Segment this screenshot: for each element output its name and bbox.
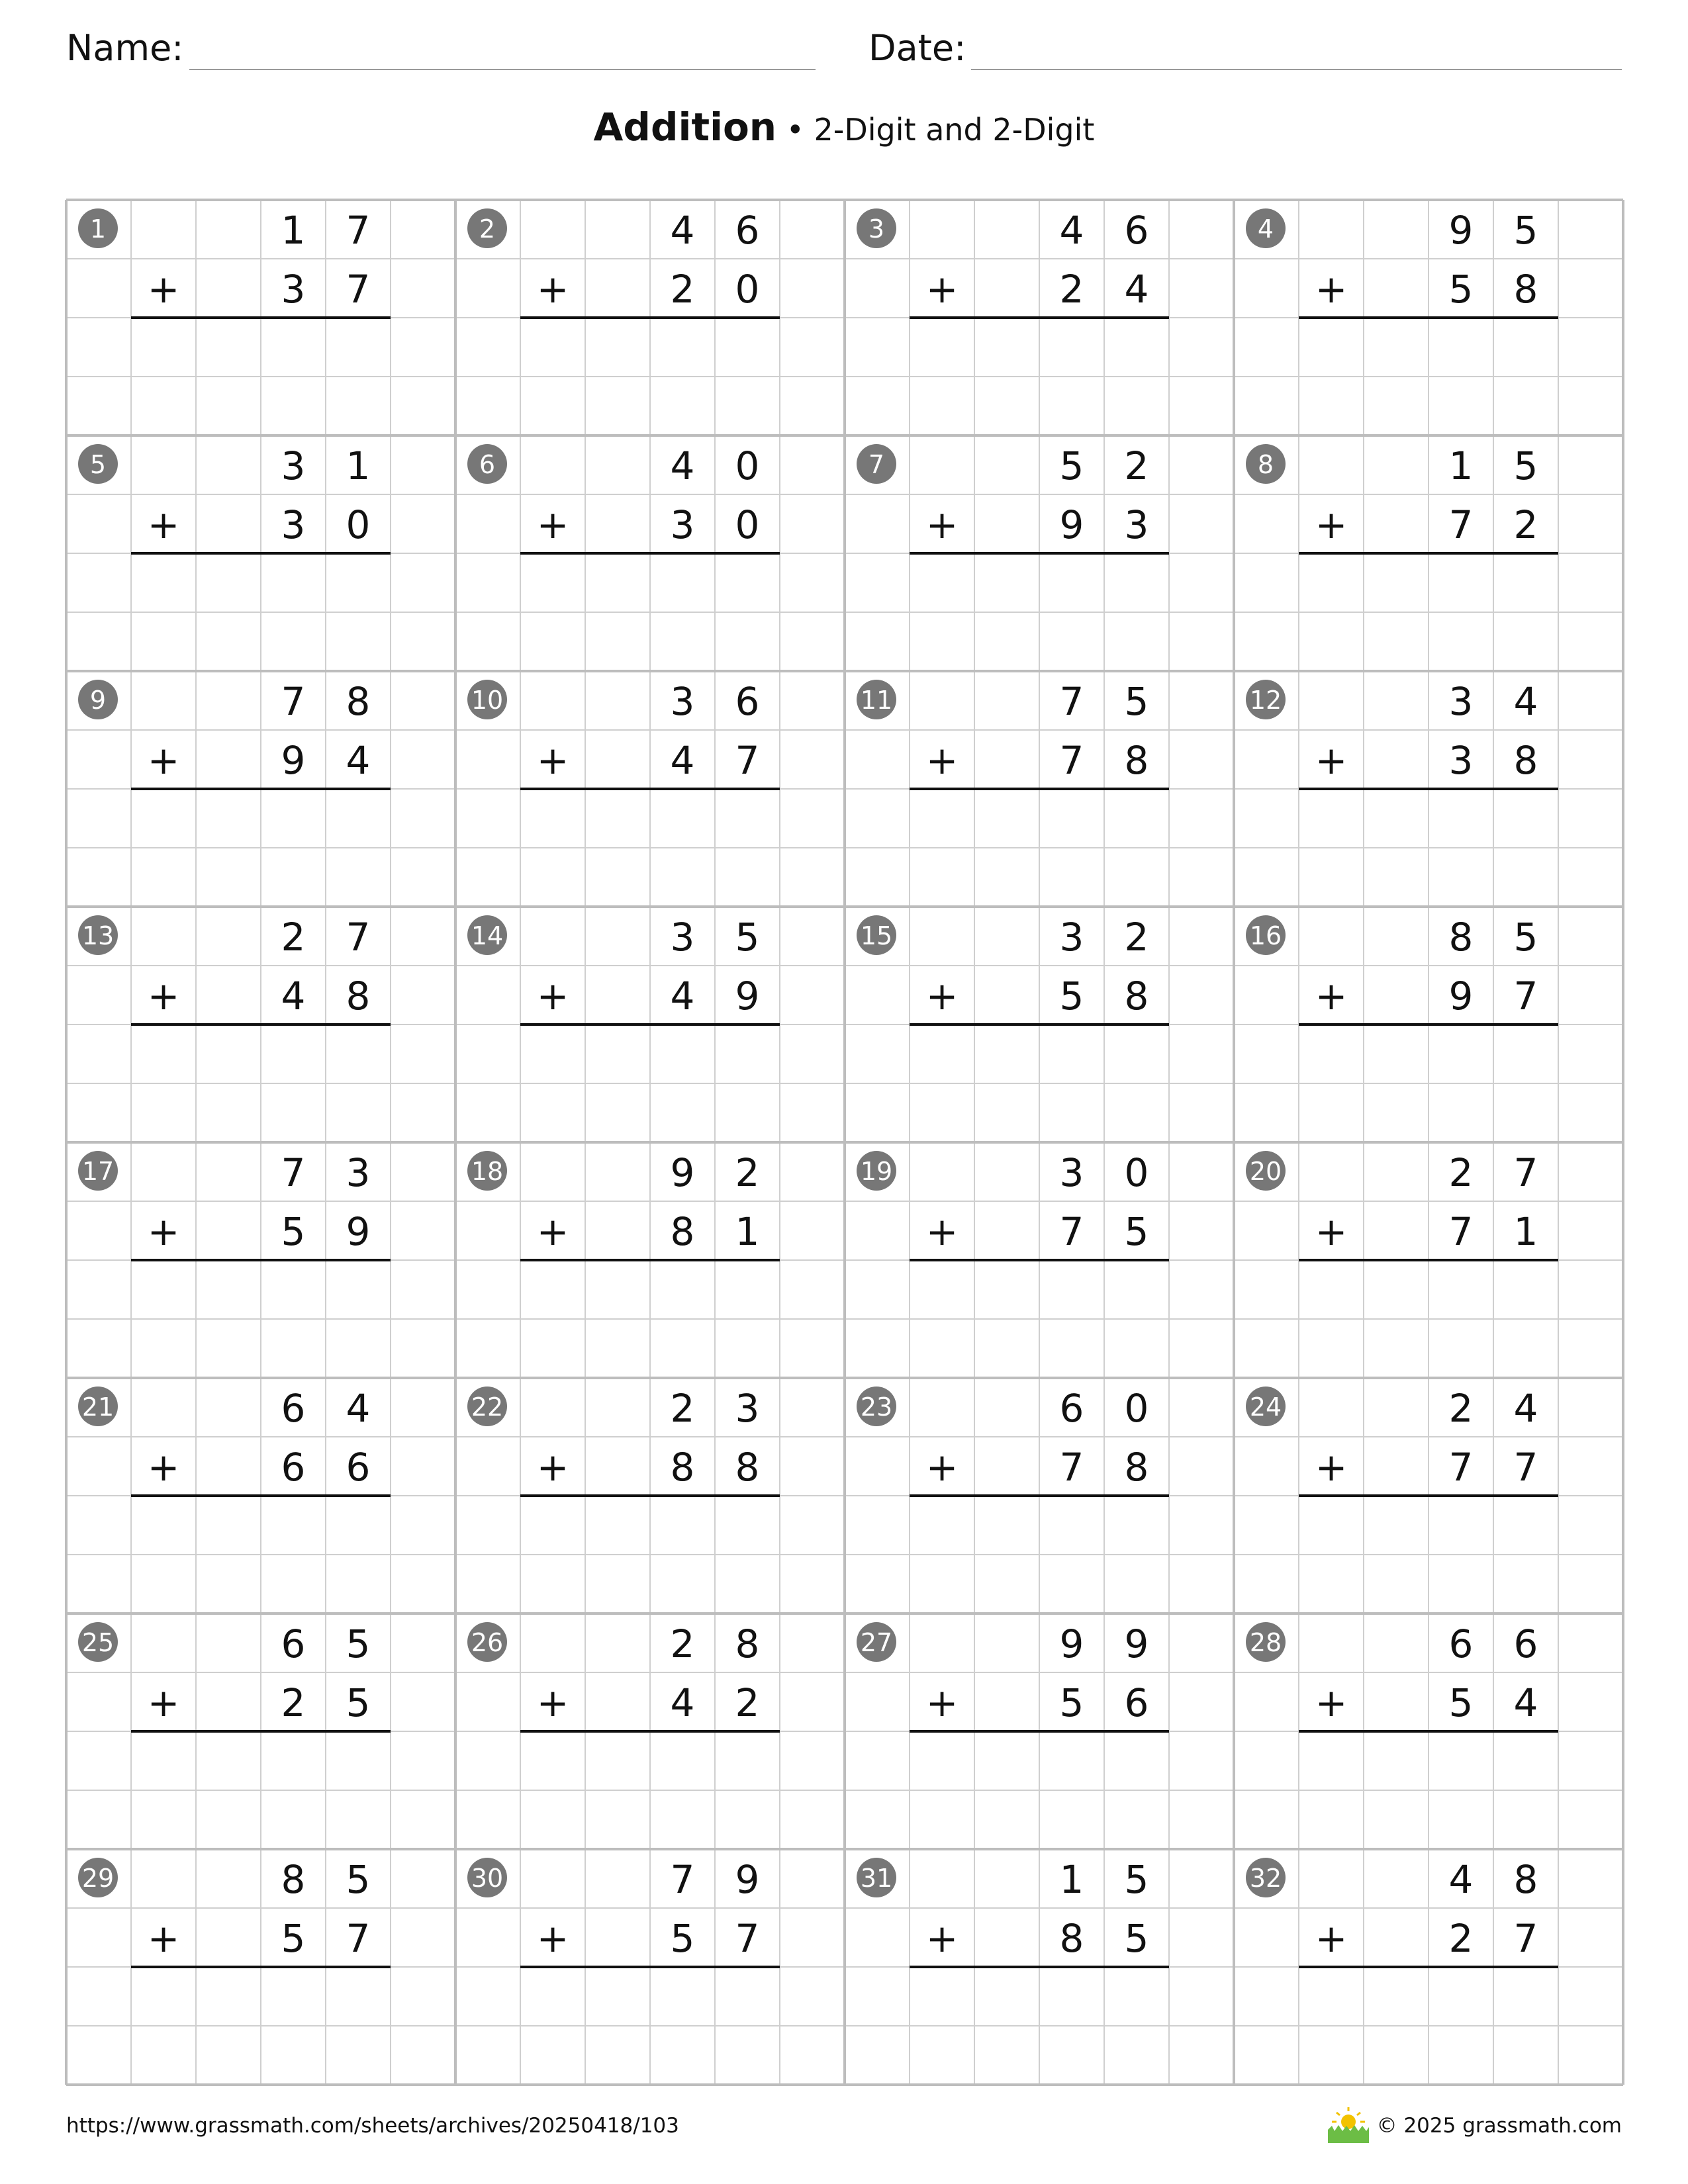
grass-sun-logo-icon [1327,2103,1370,2143]
top-digit: 6 [1513,1621,1538,1666]
answer-area[interactable] [1299,1969,1558,2024]
top-digit: 3 [735,1386,760,1431]
problem-number: 16 [1249,921,1282,950]
problem [857,1150,1169,1317]
problem-number: 21 [81,1392,115,1422]
plus-sign: + [925,974,959,1019]
top-digit: 9 [670,1150,695,1195]
bottom-digit: 9 [281,738,306,783]
problem-number: 20 [1249,1157,1282,1186]
top-digit: 3 [670,915,695,960]
bottom-digit: 8 [670,1445,695,1490]
problem [78,208,391,375]
bottom-digit: 5 [670,1916,695,1961]
problem-number: 17 [81,1157,115,1186]
top-digit: 9 [1448,208,1474,253]
top-digit: 9 [1124,1621,1149,1666]
bottom-digit: 0 [346,502,371,547]
bottom-digit: 6 [346,1445,371,1490]
footer-url: https://www.grassmath.com/sheets/archives/20250418/103 [66,2114,679,2138]
bottom-digit: 4 [670,974,695,1019]
top-digit: 4 [1059,208,1084,253]
top-digit: 6 [1448,1621,1474,1666]
top-digit: 5 [1513,443,1538,488]
bottom-digit: 8 [1124,974,1149,1019]
problem-number: 26 [471,1628,504,1657]
top-digit: 7 [346,208,371,253]
answer-area[interactable] [131,1262,391,1317]
problem-number: 4 [1257,214,1274,244]
answer-area[interactable] [910,1026,1169,1081]
problem [78,915,391,1081]
problem-number: 8 [1257,450,1274,479]
answer-area[interactable] [910,1262,1169,1317]
top-digit: 2 [1124,915,1149,960]
bottom-digit: 7 [1448,502,1474,547]
plus-sign: + [536,974,569,1019]
bottom-digit: 7 [1513,974,1538,1019]
top-digit: 3 [281,443,306,488]
top-digit: 3 [670,679,695,724]
plus-sign: + [925,267,959,312]
bottom-digit: 5 [1124,1916,1149,1961]
bottom-digit: 4 [670,738,695,783]
top-digit: 4 [1513,679,1538,724]
problem [857,679,1169,846]
problem [1246,1857,1558,2024]
bottom-digit: 7 [1059,738,1084,783]
plus-sign: + [1315,1209,1348,1254]
answer-area[interactable] [1299,1498,1558,1553]
top-digit: 3 [1059,1150,1084,1195]
plus-sign: + [925,1680,959,1725]
problem-number: 23 [860,1392,893,1422]
bottom-digit: 7 [346,267,371,312]
bottom-digit: 7 [735,1916,760,1961]
top-digit: 4 [1448,1857,1474,1902]
top-digit: 6 [281,1386,306,1431]
top-digit: 2 [670,1621,695,1666]
bottom-digit: 8 [670,1209,695,1254]
answer-area[interactable] [520,1262,780,1317]
top-digit: 6 [1124,208,1149,253]
problem-number: 25 [81,1628,115,1657]
answer-area[interactable] [910,1498,1169,1553]
top-digit: 0 [1124,1386,1149,1431]
problem-number: 32 [1249,1864,1282,1893]
problem-number: 13 [81,921,115,950]
bottom-digit: 0 [735,502,760,547]
problem [857,1386,1169,1553]
bottom-digit: 5 [346,1680,371,1725]
problem-number: 6 [479,450,496,479]
top-digit: 5 [1124,1857,1149,1902]
bottom-digit: 8 [1513,267,1538,312]
problem-number: 7 [868,450,885,479]
problem-number: 19 [860,1157,893,1186]
bottom-digit: 2 [1059,267,1084,312]
problem-number: 10 [471,686,504,715]
top-digit: 7 [670,1857,695,1902]
plus-sign: + [1315,1680,1348,1725]
top-digit: 0 [1124,1150,1149,1195]
bottom-digit: 7 [1448,1445,1474,1490]
bottom-digit: 7 [1059,1445,1084,1490]
top-digit: 6 [281,1621,306,1666]
bottom-digit: 9 [735,974,760,1019]
problem [857,915,1169,1081]
problem [857,443,1169,610]
bottom-digit: 3 [1448,738,1474,783]
bottom-digit: 9 [1059,502,1084,547]
answer-area[interactable] [131,1969,391,2024]
problem [467,915,780,1081]
bottom-digit: 8 [346,974,371,1019]
plus-sign: + [147,738,180,783]
top-digit: 0 [735,443,760,488]
bottom-digit: 5 [1059,974,1084,1019]
problem [1246,1386,1558,1553]
bottom-digit: 2 [735,1680,760,1725]
answer-area[interactable] [131,1733,391,1788]
plus-sign: + [1315,502,1348,547]
bottom-digit: 3 [670,502,695,547]
plus-sign: + [536,738,569,783]
top-digit: 5 [735,915,760,960]
bottom-digit: 7 [1513,1445,1538,1490]
answer-area[interactable] [910,1733,1169,1788]
problem-number: 1 [89,214,107,244]
problem [78,679,391,846]
problem [78,1621,391,1788]
problem-number: 22 [471,1392,504,1422]
answer-area[interactable] [131,1498,391,1553]
problem-number: 14 [471,921,504,950]
problem [467,679,780,846]
top-digit: 7 [281,679,306,724]
bottom-digit: 4 [1513,1680,1538,1725]
answer-area[interactable] [910,320,1169,375]
problem-number: 3 [868,214,885,244]
answer-area[interactable] [910,555,1169,610]
answer-area[interactable] [1299,1733,1558,1788]
date-label: Date: [868,27,966,69]
problem [1246,679,1558,846]
answer-area[interactable] [520,1026,780,1081]
bottom-digit: 4 [281,974,306,1019]
answer-area[interactable] [1299,1262,1558,1317]
plus-sign: + [536,502,569,547]
problem [467,1150,780,1317]
problem [1246,208,1558,375]
plus-sign: + [1315,267,1348,312]
answer-area[interactable] [131,320,391,375]
plus-sign: + [147,974,180,1019]
plus-sign: + [147,1445,180,1490]
problem-number: 24 [1249,1392,1282,1422]
problem [1246,443,1558,610]
problem [857,1621,1169,1788]
plus-sign: + [1315,1445,1348,1490]
title-main: Addition [593,105,777,150]
top-digit: 8 [1448,915,1474,960]
bottom-digit: 0 [735,267,760,312]
plus-sign: + [925,1445,959,1490]
bottom-digit: 1 [1513,1209,1538,1254]
answer-area[interactable] [520,320,780,375]
problem [467,1386,780,1553]
bottom-digit: 2 [1513,502,1538,547]
bottom-digit: 7 [1059,1209,1084,1254]
top-digit: 7 [1513,1150,1538,1195]
top-digit: 8 [1513,1857,1538,1902]
bottom-digit: 3 [281,267,306,312]
plus-sign: + [536,1209,569,1254]
plus-sign: + [536,1916,569,1961]
top-digit: 7 [346,915,371,960]
top-digit: 1 [281,208,306,253]
top-digit: 9 [735,1857,760,1902]
plus-sign: + [925,502,959,547]
top-digit: 8 [346,679,371,724]
problem [78,1386,391,1553]
plus-sign: + [1315,738,1348,783]
top-digit: 7 [281,1150,306,1195]
problem-number: 29 [81,1864,115,1893]
problem-number: 9 [89,686,107,715]
plus-sign: + [147,502,180,547]
problem [467,1857,780,2024]
answer-area[interactable] [1299,791,1558,846]
bottom-digit: 8 [1513,738,1538,783]
problem-number: 31 [860,1864,893,1893]
top-digit: 6 [735,208,760,253]
plus-sign: + [147,267,180,312]
top-digit: 4 [346,1386,371,1431]
problem-number: 27 [860,1628,893,1657]
problem [857,1857,1169,2024]
top-digit: 5 [346,1621,371,1666]
bottom-digit: 4 [1124,267,1149,312]
top-digit: 3 [1448,679,1474,724]
plus-sign: + [147,1680,180,1725]
problem [78,443,391,610]
problem-number: 30 [471,1864,504,1893]
top-digit: 3 [346,1150,371,1195]
problem-number: 11 [860,686,893,715]
plus-sign: + [536,267,569,312]
bottom-digit: 8 [1059,1916,1084,1961]
problem-number: 28 [1249,1628,1282,1657]
top-digit: 1 [1059,1857,1084,1902]
top-digit: 4 [1513,1386,1538,1431]
problem [857,208,1169,375]
top-digit: 3 [1059,915,1084,960]
top-digit: 4 [670,443,695,488]
bottom-digit: 9 [346,1209,371,1254]
problem-number: 5 [89,450,107,479]
plus-sign: + [925,738,959,783]
problem [467,1621,780,1788]
answer-area[interactable] [1299,1026,1558,1081]
bottom-digit: 8 [1124,1445,1149,1490]
answer-area[interactable] [520,555,780,610]
problem-number: 15 [860,921,893,950]
answer-area[interactable] [131,791,391,846]
bottom-digit: 5 [281,1916,306,1961]
footer-copyright: © 2025 grassmath.com [1376,2114,1622,2138]
bottom-digit: 7 [1513,1916,1538,1961]
bottom-digit: 5 [1448,267,1474,312]
title-subtitle: • 2-Digit and 2-Digit [776,112,1095,148]
answer-area[interactable] [520,1498,780,1553]
top-digit: 9 [1059,1621,1084,1666]
top-digit: 5 [1124,679,1149,724]
bottom-digit: 4 [670,1680,695,1725]
answer-area[interactable] [910,791,1169,846]
top-digit: 5 [346,1857,371,1902]
problem [467,208,780,375]
bottom-digit: 2 [1448,1916,1474,1961]
bottom-digit: 5 [281,1209,306,1254]
top-digit: 2 [735,1150,760,1195]
plus-sign: + [536,1445,569,1490]
top-digit: 1 [1448,443,1474,488]
answer-area[interactable] [1299,555,1558,610]
bottom-digit: 7 [735,738,760,783]
problem-number: 12 [1249,686,1282,715]
top-digit: 5 [1059,443,1084,488]
top-digit: 8 [735,1621,760,1666]
top-digit: 2 [281,915,306,960]
plus-sign: + [536,1680,569,1725]
bottom-digit: 8 [1124,738,1149,783]
top-digit: 1 [346,443,371,488]
bottom-digit: 5 [1124,1209,1149,1254]
top-digit: 2 [1448,1386,1474,1431]
problem-number: 2 [479,214,496,244]
top-digit: 2 [1124,443,1149,488]
answer-area[interactable] [520,1969,780,2024]
plus-sign: + [1315,974,1348,1019]
bottom-digit: 3 [281,502,306,547]
plus-sign: + [1315,1916,1348,1961]
bottom-digit: 5 [1059,1680,1084,1725]
answer-area[interactable] [1299,320,1558,375]
bottom-digit: 7 [346,1916,371,1961]
plus-sign: + [147,1209,180,1254]
problem [467,443,780,610]
plus-sign: + [925,1209,959,1254]
bottom-digit: 7 [1448,1209,1474,1254]
top-digit: 5 [1513,208,1538,253]
problem [78,1150,391,1317]
top-digit: 5 [1513,915,1538,960]
plus-sign: + [147,1916,180,1961]
top-digit: 2 [670,1386,695,1431]
answer-area[interactable] [910,1969,1169,2024]
problem [1246,915,1558,1081]
bottom-digit: 3 [1124,502,1149,547]
answer-area[interactable] [131,1026,391,1081]
problem [78,1857,391,2024]
problem [1246,1150,1558,1317]
bottom-digit: 6 [1124,1680,1149,1725]
top-digit: 2 [1448,1150,1474,1195]
top-digit: 6 [1059,1386,1084,1431]
bottom-digit: 5 [1448,1680,1474,1725]
bottom-digit: 1 [735,1209,760,1254]
bottom-digit: 4 [346,738,371,783]
top-digit: 4 [670,208,695,253]
bottom-digit: 6 [281,1445,306,1490]
top-digit: 6 [735,679,760,724]
bottom-digit: 2 [670,267,695,312]
answer-area[interactable] [520,1733,780,1788]
top-digit: 8 [281,1857,306,1902]
bottom-digit: 8 [735,1445,760,1490]
answer-area[interactable] [131,555,391,610]
plus-sign: + [925,1916,959,1961]
top-digit: 7 [1059,679,1084,724]
bottom-digit: 9 [1448,974,1474,1019]
problem [1246,1621,1558,1788]
name-label: Name: [66,27,184,69]
answer-area[interactable] [520,791,780,846]
problem-number: 18 [471,1157,504,1186]
bottom-digit: 2 [281,1680,306,1725]
